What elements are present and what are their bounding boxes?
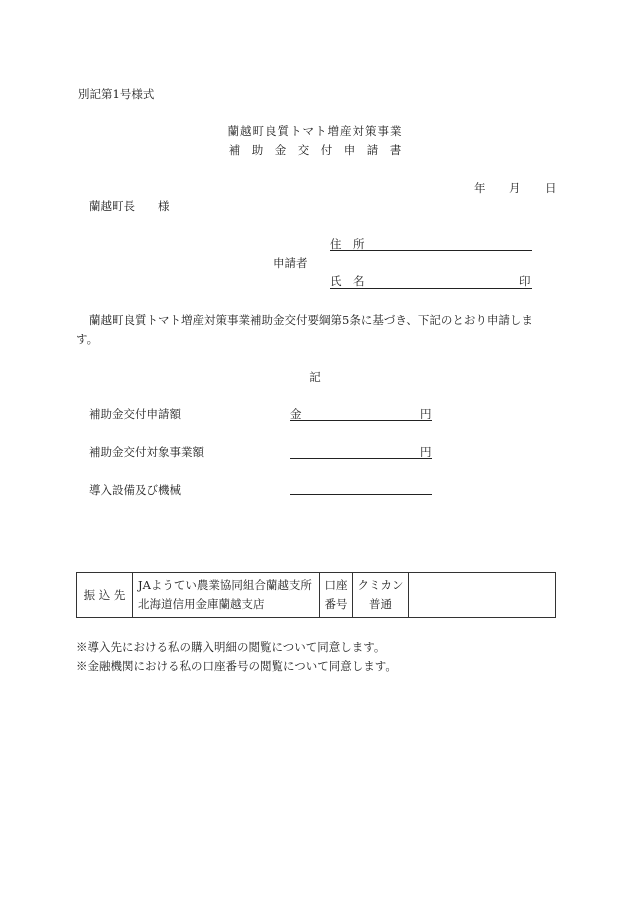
item-label-project-amount: 補助金交付対象事業額: [89, 445, 204, 459]
bank-transfer-table: [76, 572, 556, 618]
note-line1: ※導入先における私の購入明細の閲覧について同意します。: [76, 640, 386, 654]
name-label: 氏 名: [330, 274, 365, 288]
form-title-line2: 補 助 金 交 付 申 請 書: [228, 143, 402, 157]
note-line2: ※金融機関における私の口座番号の閲覧について同意します。: [76, 659, 397, 673]
project-amount-field-line[interactable]: [290, 458, 432, 459]
item-prefix-kin: 金: [290, 407, 302, 421]
bank-table-header: [77, 573, 133, 618]
item-suffix-yen: 円: [420, 407, 432, 421]
address-field-line[interactable]: [330, 250, 532, 251]
body-text-line2: す。: [76, 332, 99, 346]
account-label-line2: 番号: [324, 597, 348, 611]
equipment-field-line[interactable]: [290, 494, 432, 495]
account-type-line2: 普通: [369, 597, 392, 611]
item-suffix-yen-2: 円: [420, 445, 432, 459]
bank-header-label: 振 込 先: [83, 588, 126, 602]
account-number-cell[interactable]: [409, 573, 556, 618]
bank-name-line1: JAようてい農業協同組合蘭越支所: [138, 578, 312, 592]
addressee: 蘭越町長 様: [89, 199, 170, 213]
body-text-line1: 蘭越町良質トマト増産対策事業補助金交付要綱第5条に基づき、下記のとおり申請しま: [89, 313, 533, 327]
address-label: 住 所: [330, 237, 365, 251]
form-title-line1: 蘭越町良質トマト増産対策事業: [227, 124, 403, 138]
name-field-line[interactable]: [330, 288, 532, 289]
bank-name-cell: [133, 573, 320, 618]
date-day: 日: [545, 181, 557, 195]
date-month: 月: [509, 181, 521, 195]
account-label-line1: 口座: [324, 578, 348, 592]
account-type-line1: クミカン: [357, 578, 404, 592]
applicant-label: 申請者: [273, 256, 308, 270]
bank-name-line2: 北海道信用金庫蘭越支店: [138, 597, 265, 611]
item-label-subsidy-amount: 補助金交付申請額: [89, 407, 181, 421]
account-label-cell: [320, 573, 353, 618]
ki-heading: 記: [309, 370, 321, 384]
subsidy-amount-field-line[interactable]: [290, 420, 432, 421]
form-number: 別記第1号様式: [78, 87, 155, 101]
account-type-cell: [353, 573, 409, 618]
seal-mark: 印: [519, 274, 531, 288]
date-year: 年: [474, 181, 486, 195]
item-label-equipment: 導入設備及び機械: [89, 483, 181, 497]
